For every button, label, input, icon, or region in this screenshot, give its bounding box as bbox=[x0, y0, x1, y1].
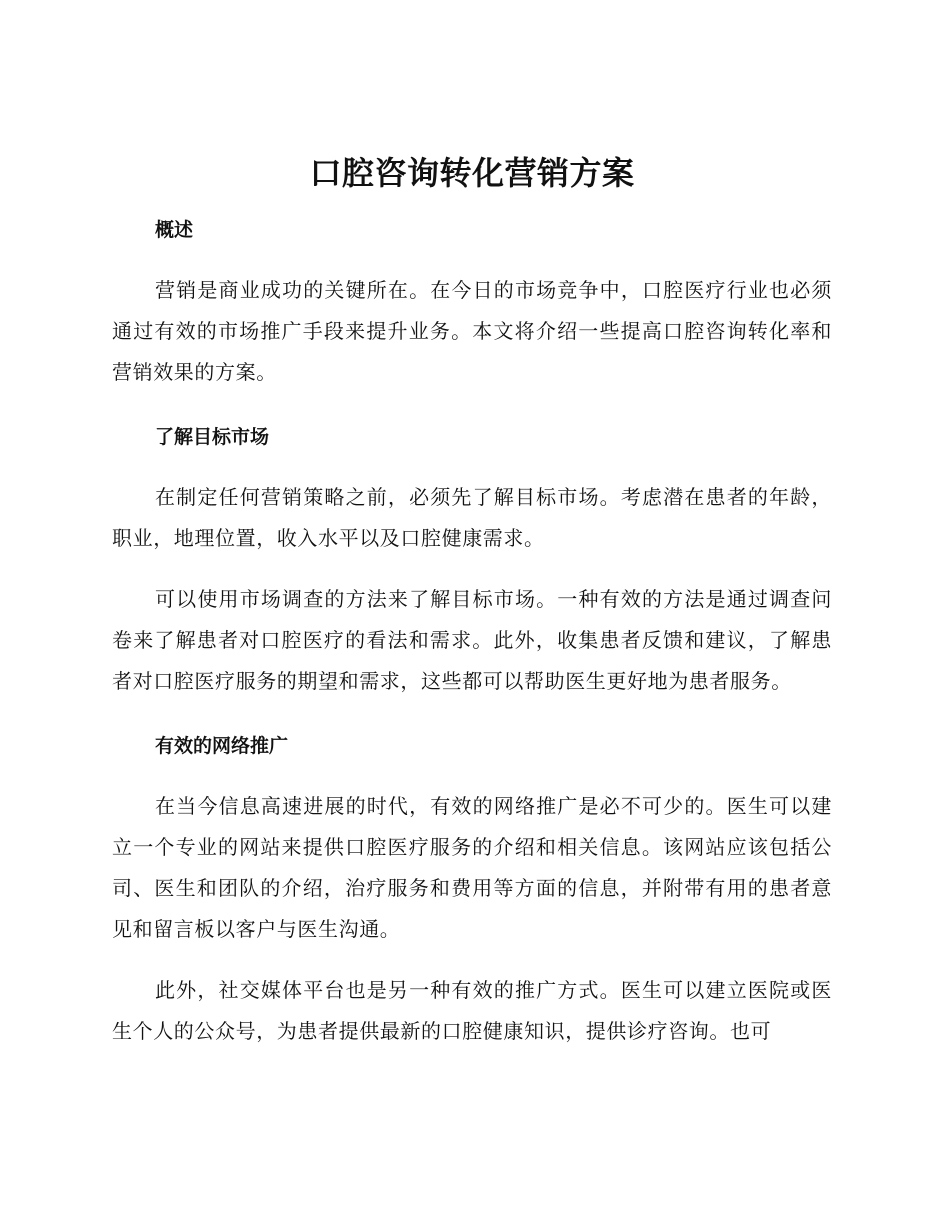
paragraph-overview: 营销是商业成功的关键所在。在今日的市场竞争中，口腔医疗行业也必须通过有效的市场推广手段来提升业务。本文将介绍一些提高口腔咨询转化率和营销效果的方案。 bbox=[112, 278, 832, 384]
paragraph-online-promotion-2: 此外，社交媒体平台也是另一种有效的推广方式。医生可以建立医院或医生个人的公众号，为患者提供最新的口腔健康知识，提供诊疗咨询。也可 bbox=[112, 978, 832, 1043]
section-heading-target-market: 了解目标市场 bbox=[155, 426, 270, 448]
paragraph-target-market-2: 可以使用市场调查的方法来了解目标市场。一种有效的方法是通过调查问卷来了解患者对口腔医疗的看法和需求。此外，收集患者反馈和建议，了解患者对口腔医疗服务的期望和需求，这些都可以帮助医生更好地为患者服务。 bbox=[112, 587, 832, 693]
paragraph-online-promotion-1: 在当今信息高速进展的时代，有效的网络推广是必不可少的。医生可以建立一个专业的网站来提供口腔医疗服务的介绍和相关信息。该网站应该包括公司、医生和团队的介绍，治疗服务和费用等方面的信息，并附带有用的患者意见和留言板以客户与医生沟通。 bbox=[112, 794, 832, 941]
document-page bbox=[112, 150, 832, 1052]
section-heading-overview: 概述 bbox=[155, 219, 194, 241]
section-heading-online-promotion: 有效的网络推广 bbox=[155, 735, 289, 757]
paragraph-target-market-1: 在制定任何营销策略之前，必须先了解目标市场。考虑潜在患者的年龄，职业，地理位置，收入水平以及口腔健康需求。 bbox=[112, 485, 832, 550]
document-title: 口腔咨询转化营销方案 bbox=[309, 154, 635, 192]
